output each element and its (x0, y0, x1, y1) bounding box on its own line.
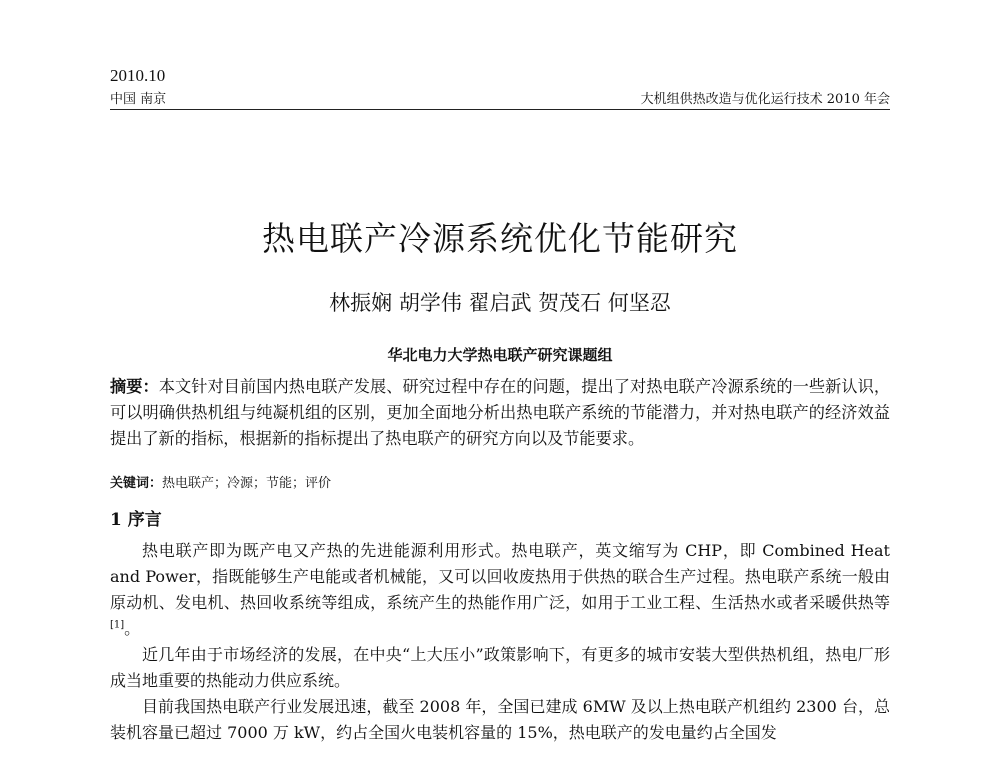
section-body (110, 538, 890, 746)
keywords-label: 关键词： (110, 476, 163, 491)
header-rule (110, 109, 890, 110)
paragraph-tail: 。 (124, 619, 141, 638)
paragraph (110, 538, 890, 642)
citation-ref: [1] (110, 619, 125, 631)
conference-location: 中国 南京 (110, 92, 167, 107)
keywords (110, 472, 890, 491)
page-header (110, 0, 890, 105)
abstract-label: 摘要： (110, 377, 159, 396)
conference-date: 2010.10 (110, 66, 166, 85)
paragraph: 目前我国热电联产行业发展迅速，截至 2008 年，全国已建成 6MW 及以上热电联产机组约 2300 台，总装机容量已超过 7000 万 kW，约占全国火电装机容量的 15%，热电联产的发电量约占全国发 (110, 697, 890, 742)
paragraph: 近几年由于市场经济的发展，在中央“上大压小”政策影响下，有更多的城市安装大型供热机组，热电厂形成当地重要的热能动力供应系统。 (110, 645, 890, 690)
paragraph-text: 热电联产即为既产电又产热的先进能源利用形式。热电联产，英文缩写为 CHP，即 Combined Heat and Power，指既能够生产电能或者机械能，又可以回收废热用于供热的联合生产过程。热电联产系统一般由原动机、发电机、热回收系统等组成，系统产生的热能作用广泛，如用于工业工程、生活热水或者采暖供热等 (110, 541, 890, 612)
affiliation: 华北电力大学热电联产研究课题组 (387, 346, 613, 364)
paper-title: 热电联产冷源系统优化节能研究 (262, 219, 738, 258)
conference-name: 大机组供热改造与优化运行技术 2010 年会 (640, 92, 890, 107)
section-heading: 1 序言 (110, 510, 162, 530)
abstract-text: 本文针对目前国内热电联产发展、研究过程中存在的问题，提出了对热电联产冷源系统的一些新认识，可以明确供热机组与纯凝机组的区别，更加全面地分析出热电联产系统的节能潜力，并对热电联产的经济效益提出了新的指标，根据新的指标提出了热电联产的研究方向以及节能要求。 (110, 377, 891, 448)
keywords-text: 热电联产；冷源；节能；评价 (162, 476, 332, 491)
abstract (110, 374, 890, 452)
author-list: 林振娴 胡学伟 翟启武 贺茂石 何坚忍 (329, 291, 671, 315)
